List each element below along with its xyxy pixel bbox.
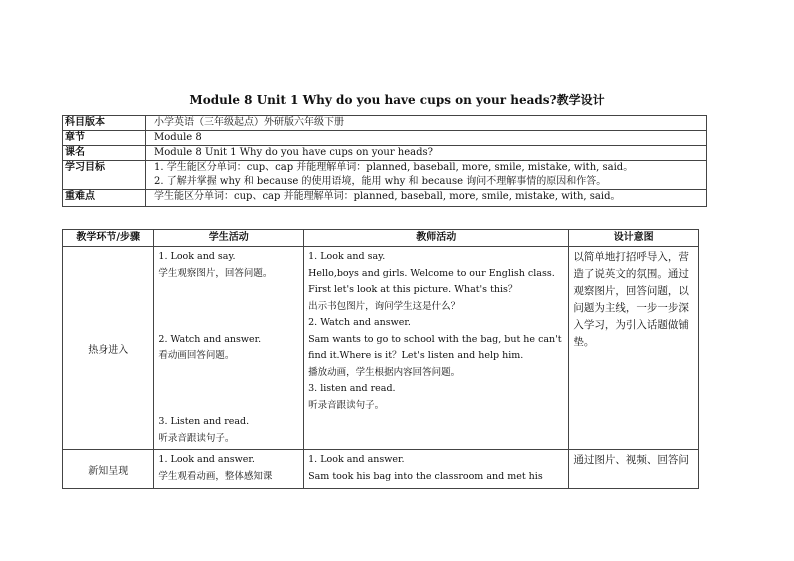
text-line: 垫。 [573, 336, 595, 348]
stage-cell: 新知呈现 [63, 450, 154, 489]
lesson-plan-table [62, 229, 699, 489]
info-value: 学生能区分单词：cup、cap 并能理解单词：planned, baseball, more, smile, mistake, with, said。 [146, 190, 707, 207]
text-line: 通过图片、视频、回答问 [573, 454, 689, 466]
spacer [158, 381, 299, 398]
info-label: 重难点 [63, 190, 146, 207]
spacer [158, 365, 299, 382]
text-line: 听录音跟读句子。 [308, 399, 385, 411]
text-line: 2. Watch and answer. [158, 333, 262, 345]
info-label: 章节 [63, 131, 146, 146]
goal-line: 1. 学生能区分单词：cup、cap 并能理解单词：planned, baseball, more, smile, mistake, with, said。 [154, 162, 634, 173]
student-activity-cell [154, 247, 304, 450]
header-student-activity: 学生活动 [154, 230, 304, 247]
text-line: 1. Look and say. [158, 251, 236, 262]
spacer [158, 299, 299, 316]
text-line: 1. Look and answer. [308, 454, 405, 465]
goal-line: 2. 了解并掌握 why 和 because 的使用语境，能用 why 和 because 询问不理解事情的原因和作答。 [154, 176, 607, 187]
info-row-chapter [63, 131, 707, 146]
info-value [146, 161, 707, 190]
info-value: 小学英语（三年级起点）外研版六年级下册 [146, 116, 707, 131]
text-line: 3. Listen and read. [158, 416, 250, 427]
text-line: 入学习，为引入话题做铺 [573, 319, 689, 331]
info-label: 科目版本 [63, 116, 146, 131]
text-line: 问题为主线，一步一步深 [573, 302, 689, 314]
info-label: 学习目标 [63, 161, 146, 190]
student-activity-cell [154, 450, 304, 489]
text-line: 以简单地打招呼导入，营 [573, 251, 689, 263]
text-line: Hello,boys and girls. Welcome to our English class. [308, 267, 555, 279]
text-line: 3. listen and read. [308, 383, 396, 394]
course-info-table [62, 115, 707, 207]
teacher-activity-cell [304, 247, 569, 450]
text-line: 造了说英文的氛围。通过 [573, 268, 689, 280]
text-line: 学生观看动画，整体感知课 [158, 470, 273, 482]
document-title: Module 8 Unit 1 Why do you have cups on your heads?教学设计 [189, 93, 605, 107]
design-intent-cell [569, 247, 699, 450]
header-teacher-activity: 教师活动 [304, 230, 569, 247]
text-line: 1. Look and answer. [158, 454, 255, 465]
lesson-header-row [63, 230, 699, 247]
header-stage: 教学环节/步骤 [63, 230, 154, 247]
text-line: 听录音跟读句子。 [158, 432, 235, 444]
design-intent-cell [569, 450, 699, 489]
text-line: 学生观察图片，回答问题。 [158, 267, 273, 279]
header-design-intent: 设计意图 [569, 230, 699, 247]
teacher-activity-cell [304, 450, 569, 489]
spacer [158, 282, 299, 299]
text-line: 看动画回答问题。 [158, 350, 235, 361]
text-line: 播放动画，学生根据内容回答问题。 [308, 366, 461, 378]
lesson-row-warmup [63, 247, 699, 450]
spacer [158, 398, 299, 415]
info-row-version [63, 116, 707, 131]
text-line: First let's look at this picture. What's this？ [308, 284, 518, 295]
info-value: Module 8 [146, 131, 707, 146]
text-line: Sam wants to go to school with the bag, but he can't [308, 333, 562, 345]
text-line: Sam took his bag into the classroom and met his [308, 470, 543, 482]
text-line: 观察图片，回答问题，以 [573, 285, 689, 297]
spacer [158, 315, 299, 332]
info-row-goals [63, 161, 707, 190]
text-line: find it.Where is it？Let's listen and help him. [308, 350, 524, 361]
info-row-lesson-name [63, 146, 707, 161]
text-line: 2. Watch and answer. [308, 317, 411, 328]
info-label: 课名 [63, 146, 146, 161]
stage-cell: 热身进入 [63, 247, 154, 450]
lesson-row-new-knowledge [63, 450, 699, 489]
info-row-key-points [63, 190, 707, 207]
text-line: 出示书包图片，询问学生这是什么？ [308, 300, 461, 312]
text-line: 1. Look and say. [308, 251, 386, 262]
info-value: Module 8 Unit 1 Why do you have cups on your heads? [146, 146, 707, 161]
